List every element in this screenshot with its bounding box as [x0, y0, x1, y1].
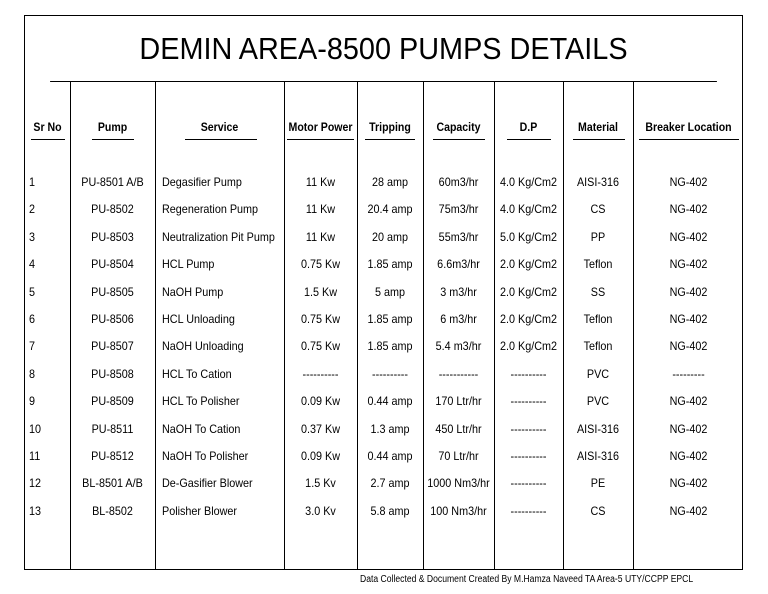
- cell-pump: PU-8508: [91, 366, 134, 381]
- cell-breaker-location: NG-402: [669, 312, 708, 326]
- table-row: [25, 443, 742, 470]
- cell-service: NaOH To Polisher: [162, 449, 249, 463]
- cell-dp: 4.0 Kg/Cm2: [499, 175, 558, 189]
- cell-material: Teflon: [583, 339, 613, 354]
- cell-dp: ----------: [510, 449, 547, 463]
- cell-dp: 5.0 Kg/Cm2: [499, 229, 558, 244]
- cell-service: Degasifier Pump: [162, 175, 242, 189]
- cell-dp: 2.0 Kg/Cm2: [499, 312, 558, 326]
- cell-material: Teflon: [583, 312, 613, 326]
- cell-dp: 2.0 Kg/Cm2: [499, 284, 558, 299]
- cell-motor-power: 0.75 Kw: [300, 257, 341, 272]
- cell-service: Neutralization Pit Pump: [162, 229, 275, 244]
- header-motor-power: Motor Power: [288, 120, 353, 134]
- cell-capacity: 450 Ltr/hr: [435, 421, 482, 436]
- cell-motor-power: 0.09 Kw: [300, 394, 341, 409]
- cell-dp: 2.0 Kg/Cm2: [499, 339, 558, 354]
- cell-service: NaOH Unloading: [162, 339, 244, 354]
- cell-sr-no: 6: [29, 312, 36, 326]
- cell-capacity: 170 Ltr/hr: [435, 394, 482, 409]
- pump-details-table: [24, 15, 743, 570]
- cell-capacity: 6.6m3/hr: [437, 257, 480, 272]
- cell-tripping: 1.85 amp: [367, 312, 413, 326]
- cell-breaker-location: NG-402: [669, 202, 708, 217]
- cell-motor-power: 1.5 Kw: [303, 284, 338, 299]
- table-row: [25, 279, 742, 306]
- table-row: [25, 416, 742, 443]
- cell-pump: PU-8509: [91, 394, 134, 409]
- cell-service: De-Gasifier Blower: [162, 476, 253, 491]
- cell-service: NaOH Pump: [162, 284, 224, 299]
- cell-dp: ----------: [510, 394, 547, 409]
- cell-dp: ----------: [510, 476, 547, 491]
- cell-capacity: 60m3/hr: [438, 175, 479, 189]
- cell-service: Polisher Blower: [162, 503, 238, 518]
- cell-sr-no: 1: [29, 175, 36, 189]
- cell-motor-power: 0.75 Kw: [300, 312, 341, 326]
- cell-breaker-location: NG-402: [669, 175, 708, 189]
- cell-capacity: 5.4 m3/hr: [435, 339, 482, 354]
- cell-motor-power: ----------: [302, 366, 339, 381]
- cell-service: Regeneration Pump: [162, 202, 259, 217]
- cell-motor-power: 11 Kw: [305, 202, 336, 217]
- cell-capacity: -----------: [438, 366, 479, 381]
- cell-motor-power: 11 Kw: [305, 175, 336, 189]
- cell-pump: PU-8512: [91, 449, 134, 463]
- cell-material: AISI-316: [576, 175, 620, 189]
- cell-dp: ----------: [510, 366, 547, 381]
- cell-capacity: 3 m3/hr: [440, 284, 477, 299]
- cell-motor-power: 11 Kw: [305, 229, 336, 244]
- cell-service: HCL To Cation: [162, 366, 232, 381]
- cell-tripping: 28 amp: [371, 175, 409, 189]
- cell-breaker-location: NG-402: [669, 476, 708, 491]
- header-service: Service: [200, 120, 239, 134]
- cell-dp: ----------: [510, 503, 547, 518]
- cell-dp: 2.0 Kg/Cm2: [499, 257, 558, 272]
- cell-pump: PU-8501 A/B: [81, 175, 144, 189]
- cell-breaker-location: NG-402: [669, 421, 708, 436]
- cell-tripping: 5.8 amp: [370, 503, 410, 518]
- cell-breaker-location: NG-402: [669, 503, 708, 518]
- cell-breaker-location: NG-402: [669, 229, 708, 244]
- header-underline: [365, 139, 415, 140]
- cell-sr-no: 8: [29, 366, 36, 381]
- table-row: [25, 470, 742, 497]
- cell-capacity: 100 Nm3/hr: [430, 503, 487, 518]
- cell-service: HCL To Polisher: [162, 394, 240, 409]
- cell-tripping: 1.85 amp: [367, 257, 413, 272]
- header-underline: [639, 139, 739, 140]
- cell-tripping: 1.3 amp: [370, 421, 410, 436]
- cell-dp: 4.0 Kg/Cm2: [499, 202, 558, 217]
- table-row: [25, 498, 742, 525]
- cell-material: PE: [590, 476, 606, 491]
- cell-tripping: 20.4 amp: [367, 202, 413, 217]
- header-breaker-location: Breaker Location: [645, 120, 732, 134]
- cell-material: SS: [590, 284, 606, 299]
- cell-motor-power: 0.75 Kw: [300, 339, 341, 354]
- cell-breaker-location: NG-402: [669, 394, 708, 409]
- cell-breaker-location: NG-402: [669, 339, 708, 354]
- cell-material: CS: [590, 202, 606, 217]
- cell-sr-no: 13: [29, 503, 42, 518]
- cell-breaker-location: ---------: [672, 366, 705, 381]
- cell-sr-no: 3: [29, 229, 36, 244]
- cell-pump: PU-8505: [91, 284, 134, 299]
- table-row: [25, 333, 742, 360]
- cell-motor-power: 3.0 Kv: [305, 503, 336, 518]
- cell-sr-no: 10: [29, 421, 42, 436]
- page-title: DEMIN AREA-8500 PUMPS DETAILS: [50, 16, 717, 82]
- cell-capacity: 75m3/hr: [438, 202, 479, 217]
- cell-sr-no: 7: [29, 339, 36, 354]
- cell-material: AISI-316: [576, 449, 620, 463]
- cell-tripping: 2.7 amp: [370, 476, 410, 491]
- cell-material: CS: [590, 503, 606, 518]
- header-material: Material: [578, 120, 618, 134]
- cell-pump: PU-8507: [91, 339, 134, 354]
- header-underline: [185, 139, 257, 140]
- cell-tripping: 5 amp: [374, 284, 406, 299]
- header-tripping: Tripping: [369, 120, 411, 134]
- cell-capacity: 70 Ltr/hr: [438, 449, 479, 463]
- cell-pump: PU-8503: [91, 229, 134, 244]
- header-dp: D.P: [519, 120, 538, 134]
- cell-sr-no: 4: [29, 257, 36, 272]
- cell-pump: PU-8502: [91, 202, 134, 217]
- cell-sr-no: 5: [29, 284, 36, 299]
- header-underline: [287, 139, 354, 140]
- header-sr-no: Sr No: [33, 120, 62, 134]
- cell-breaker-location: NG-402: [669, 257, 708, 272]
- cell-pump: BL-8501 A/B: [82, 476, 143, 491]
- footer-credit: Data Collected & Document Created By M.Hamza Naveed TA Area-5 UTY/CCPP EPCL: [360, 574, 694, 585]
- cell-tripping: ----------: [372, 366, 408, 381]
- cell-tripping: 20 amp: [371, 229, 409, 244]
- cell-tripping: 0.44 amp: [367, 449, 413, 463]
- cell-capacity: 6 m3/hr: [440, 312, 477, 326]
- cell-pump: PU-8506: [91, 312, 134, 326]
- cell-dp: ----------: [510, 421, 547, 436]
- header-underline: [573, 139, 625, 140]
- cell-pump: BL-8502: [92, 503, 133, 518]
- header-underline: [31, 139, 65, 140]
- header-underline: [507, 139, 551, 140]
- cell-sr-no: 12: [29, 476, 42, 491]
- cell-sr-no: 2: [29, 202, 36, 217]
- table-row: [25, 196, 742, 223]
- table-row: [25, 306, 742, 333]
- cell-material: Teflon: [583, 257, 613, 272]
- table-row: [25, 251, 742, 278]
- header-underline: [433, 139, 485, 140]
- cell-breaker-location: NG-402: [669, 449, 708, 463]
- cell-motor-power: 1.5 Kv: [305, 476, 336, 491]
- cell-motor-power: 0.09 Kw: [300, 449, 341, 463]
- cell-tripping: 1.85 amp: [367, 339, 413, 354]
- cell-capacity: 55m3/hr: [438, 229, 479, 244]
- cell-motor-power: 0.37 Kw: [300, 421, 341, 436]
- cell-breaker-location: NG-402: [669, 284, 708, 299]
- cell-sr-no: 11: [29, 449, 41, 463]
- table-row: [25, 224, 742, 251]
- cell-service: NaOH To Cation: [162, 421, 241, 436]
- cell-material: PVC: [586, 366, 610, 381]
- cell-capacity: 1000 Nm3/hr: [427, 476, 490, 491]
- cell-material: PVC: [586, 394, 610, 409]
- header-capacity: Capacity: [436, 120, 481, 134]
- cell-service: HCL Unloading: [162, 312, 235, 326]
- cell-pump: PU-8511: [91, 421, 134, 436]
- table-row: [25, 169, 742, 196]
- cell-pump: PU-8504: [91, 257, 134, 272]
- cell-sr-no: 9: [29, 394, 36, 409]
- table-row: [25, 388, 742, 415]
- cell-service: HCL Pump: [162, 257, 215, 272]
- table-row: [25, 361, 742, 388]
- header-pump: Pump: [97, 120, 128, 134]
- cell-tripping: 0.44 amp: [367, 394, 413, 409]
- cell-material: AISI-316: [576, 421, 620, 436]
- cell-material: PP: [590, 229, 606, 244]
- header-underline: [92, 139, 134, 140]
